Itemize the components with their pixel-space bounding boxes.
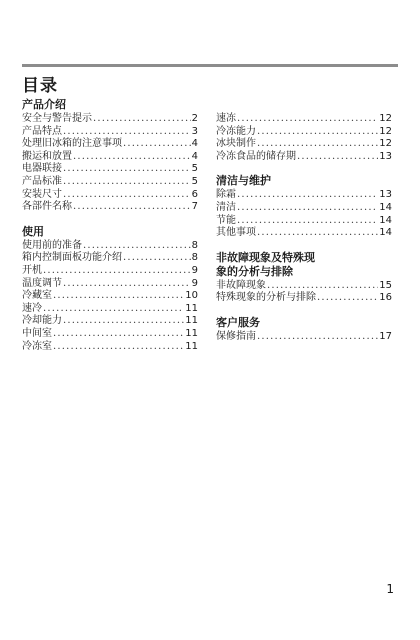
toc-entry[interactable] [216,292,392,305]
dot-leader [43,303,184,316]
dot-leader [83,240,191,253]
toc-entry-page: 17 [379,330,392,342]
toc-entry-page: 13 [379,150,392,162]
toc-entry-page: 15 [379,279,392,291]
toc-entry-label: 电器联接 [22,163,62,175]
dot-leader [63,176,191,189]
toc-entry-label: 产品标准 [22,175,62,187]
toc-entry[interactable] [216,138,392,151]
toc-entry-page: 14 [379,214,392,226]
toc-entry[interactable] [22,265,198,278]
toc-entry-label: 冷藏室 [22,290,52,302]
dot-leader [297,151,378,164]
toc-entry-label: 冷却能力 [22,315,62,327]
toc-entry-page: 3 [191,125,198,137]
toc-entry-page: 5 [191,163,198,175]
toc-entry-label: 处理旧冰箱的注意事项 [22,138,122,150]
toc-entry-label: 各部件名称 [22,201,72,213]
toc-entry-label: 冷冻室 [22,340,52,352]
dot-leader [63,278,191,291]
toc-entry-page: 9 [191,277,198,289]
toc-section [216,251,392,305]
section-heading [22,98,198,112]
dot-leader [53,328,184,341]
toc-entry[interactable] [22,113,198,126]
toc-section [22,225,198,353]
dot-leader [43,265,191,278]
dot-leader [317,292,378,305]
toc-entry-label: 特殊现象的分析与排除 [216,292,316,304]
toc-entry-label: 其他事项 [216,227,256,239]
dot-leader [237,113,378,126]
section-heading [22,225,198,239]
toc-section [216,174,392,239]
dot-leader [63,126,191,139]
toc-entry-page: 11 [185,302,198,314]
dot-leader [53,290,184,303]
toc-entry-label: 产品特点 [22,125,62,137]
section-heading-line: 非故障现象及特殊现 [216,250,315,264]
toc-entry[interactable] [22,201,198,214]
toc-entry-label: 节能 [216,214,236,226]
toc-entry[interactable] [22,126,198,139]
toc-entry[interactable] [216,227,392,240]
toc-right-column [216,113,392,355]
toc-entry[interactable] [22,163,198,176]
section-heading [216,251,392,279]
toc-entry-page: 7 [191,201,198,213]
toc-entry-page: 4 [191,138,198,150]
dot-leader [257,331,378,344]
toc-entry-page: 14 [379,201,392,213]
toc-entry[interactable] [216,215,392,228]
toc-entry[interactable] [22,138,198,151]
toc-entry-label: 安全与警告提示 [22,113,92,124]
dot-leader [257,227,378,240]
toc-entry[interactable] [216,280,392,293]
dot-leader [93,113,191,126]
toc-entry-label: 冷冻能力 [216,125,256,137]
toc-entry[interactable] [22,341,198,354]
dot-leader [123,138,191,151]
dot-leader [123,252,191,265]
toc-entry-label: 搬运和放置 [22,150,72,162]
toc-entry-label: 除霜 [216,189,236,201]
toc-entry[interactable] [22,278,198,291]
dot-leader [63,315,184,328]
toc-entry[interactable] [22,151,198,164]
dot-leader [237,202,378,215]
toc-entry-page: 5 [191,175,198,187]
section-heading-line: 象的分析与排除 [216,264,293,278]
toc-entry-page: 13 [379,189,392,201]
toc-entry-label: 冰块制作 [216,138,256,150]
toc-entry-label: 中间室 [22,327,52,339]
toc-entry[interactable] [22,328,198,341]
toc-entry-page: 9 [191,264,198,276]
section-heading-line: 使用 [22,224,44,238]
dot-leader [237,215,378,228]
toc-entry-label: 温度调节 [22,277,62,289]
header-rule [22,64,398,67]
toc-entry-label: 开机 [22,264,42,276]
toc-entry[interactable] [216,113,392,126]
section-heading-line: 产品介绍 [22,98,66,111]
toc-entry-page: 10 [185,290,198,302]
toc-entry[interactable] [22,189,198,202]
toc-entry-page: 14 [379,227,392,239]
toc-entry[interactable] [22,176,198,189]
toc-entry-page: 4 [191,150,198,162]
toc-entry-page: 6 [191,188,198,200]
toc-entry-page: 8 [191,252,198,264]
section-heading-line: 客户服务 [216,315,260,329]
toc-entry-label: 使用前的准备 [22,239,82,251]
toc-entry-page: 12 [379,125,392,137]
toc-entry-label: 冷冻食品的储存期 [216,150,296,162]
toc-entry[interactable] [216,331,392,344]
toc-section [216,316,392,344]
toc-entry-label: 保修指南 [216,330,256,342]
toc-entry[interactable] [22,315,198,328]
toc-entry[interactable] [216,151,392,164]
section-heading [216,174,392,188]
toc-section [22,98,198,214]
toc-entry-page: 8 [191,239,198,251]
toc-entry[interactable] [22,252,198,265]
toc-entry-page: 11 [185,327,198,339]
toc-entry-label: 非故障现象 [216,279,266,291]
toc-left-column [22,98,198,364]
toc-entry[interactable] [22,240,198,253]
dot-leader [267,280,378,293]
dot-leader [257,126,378,139]
toc-entry[interactable] [216,202,392,215]
toc-entry-page: 11 [185,340,198,352]
dot-leader [63,189,191,202]
toc-entry[interactable] [216,189,392,202]
dot-leader [73,151,191,164]
toc-entry[interactable] [22,290,198,303]
dot-leader [237,189,378,202]
section-heading [216,316,392,330]
toc-entry-page: 11 [185,315,198,327]
dot-leader [53,341,184,354]
toc-entry-page: 2 [191,113,198,124]
toc-entry-label: 安装尺寸 [22,188,62,200]
toc-entry-page: 12 [379,113,392,124]
toc-entry-label: 清洁 [216,201,236,213]
toc-section [216,113,392,163]
toc-entry-label: 箱内控制面板功能介绍 [22,252,122,264]
toc-entry-page: 12 [379,138,392,150]
toc-entry-label: 速冷 [22,302,42,314]
dot-leader [257,138,378,151]
document-title: 目录 [22,76,58,96]
toc-entry-page: 16 [379,292,392,304]
section-heading-line: 清洁与维护 [216,174,271,188]
dot-leader [63,163,191,176]
dot-leader [73,201,191,214]
toc-entry[interactable] [216,126,392,139]
toc-entry-label: 速冻 [216,113,236,124]
toc-entry[interactable] [22,303,198,316]
page-number: 1 [386,582,394,596]
